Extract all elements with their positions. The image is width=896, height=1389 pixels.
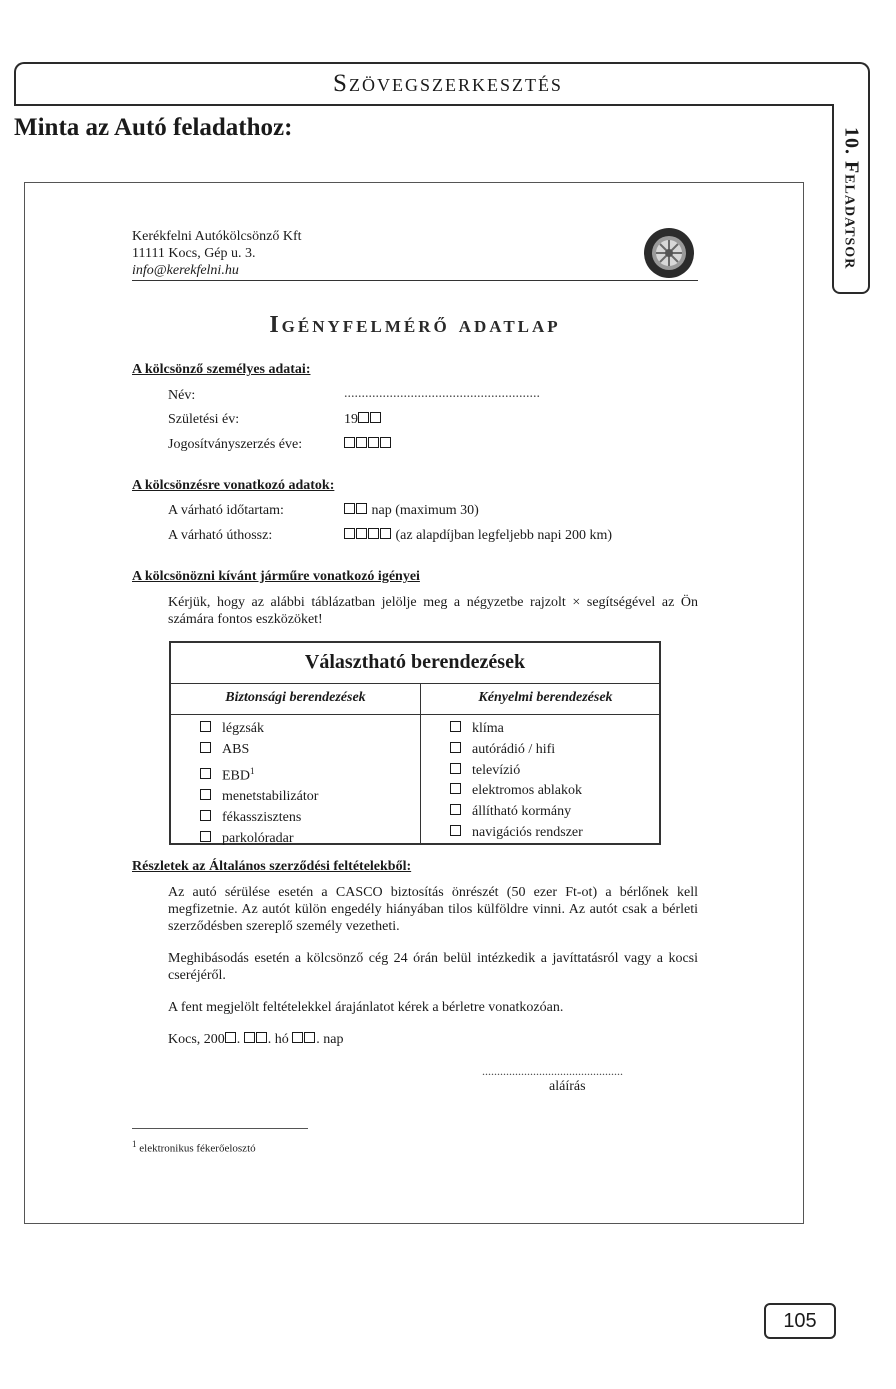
date-prefix: Kocs, 200 — [168, 1032, 225, 1047]
birth-year-label: Születési év: — [168, 412, 240, 427]
table-divider — [171, 683, 659, 684]
name-label: Név: — [168, 388, 196, 403]
letterhead-rule — [132, 280, 698, 281]
distance-label: A várható úthossz: — [168, 528, 273, 543]
terms-paragraph-1: Az autó sérülése esetén a CASCO biztosítás önrészét (50 ezer Ft-ot) a bérlőnek kell megfizetnie. Az autót külön engedély hiányában tilos külföldre vinni. Az autót csak a bérleti szerződésben szereplő személy vezetheti. — [168, 885, 698, 934]
duration-field[interactable] — [344, 503, 479, 519]
list-item[interactable]: autórádió / hifi — [450, 740, 583, 761]
checkbox[interactable] — [450, 825, 461, 836]
license-year-label: Jogosítványszerzés éve: — [168, 437, 303, 452]
checkbox[interactable] — [370, 412, 381, 423]
list-item[interactable]: fékasszisztens — [200, 808, 318, 829]
date-line[interactable]: Kocs, 200 . . hó . nap — [168, 1032, 344, 1047]
safety-list — [200, 719, 318, 849]
checkbox[interactable] — [344, 528, 355, 539]
footnote-mark: 1 — [132, 1139, 137, 1149]
table-divider — [171, 714, 659, 715]
date-month-label: hó — [274, 1032, 289, 1047]
checkbox[interactable] — [304, 1032, 315, 1043]
checkbox[interactable] — [344, 503, 355, 514]
form-title: Igényfelmérő adatlap — [269, 312, 561, 338]
checkbox[interactable] — [450, 804, 461, 815]
list-item[interactable]: elektromos ablakok — [450, 781, 583, 802]
checkbox[interactable] — [380, 437, 391, 448]
checkbox[interactable] — [358, 412, 369, 423]
list-item[interactable]: klíma — [450, 719, 583, 740]
checkbox[interactable] — [450, 721, 461, 732]
footnote-text: elektronikus fékerőelosztó — [139, 1142, 256, 1155]
comfort-list — [450, 719, 583, 844]
checkbox[interactable] — [244, 1032, 255, 1043]
section-vehicle-heading: A kölcsönözni kívánt járműre vonatkozó igényei — [132, 569, 420, 584]
terms-paragraph-2: Meghibásodás esetén a kölcsönző cég 24 órán belül intézkedik a javíttatásról vagy a kocsi cseréjéről. — [168, 951, 698, 983]
footnote-rule — [132, 1128, 308, 1129]
list-item[interactable]: állítható kormány — [450, 802, 583, 823]
checkbox[interactable] — [200, 810, 211, 821]
wheel-logo-icon — [642, 226, 696, 280]
checkbox[interactable] — [200, 831, 211, 842]
page-number: 105 — [764, 1303, 836, 1339]
checkbox[interactable] — [368, 528, 379, 539]
section-rental-heading: A kölcsönzésre vonatkozó adatok: — [132, 478, 335, 493]
birth-year-field[interactable] — [344, 412, 382, 428]
terms-paragraph-3: A fent megjelölt feltételekkel árajánlatot kérek a bérletre vonatkozóan. — [168, 1000, 564, 1015]
footnote — [132, 1139, 256, 1155]
checkbox[interactable] — [450, 783, 461, 794]
section-terms-heading: Részletek az Általános szerződési feltételekből: — [132, 859, 412, 874]
list-item[interactable]: televízió — [450, 761, 583, 782]
checkbox[interactable] — [225, 1032, 236, 1043]
checkbox[interactable] — [344, 437, 355, 448]
duration-label: A várható időtartam: — [168, 503, 284, 518]
checkbox[interactable] — [256, 1032, 267, 1043]
checkbox[interactable] — [368, 437, 379, 448]
company-block — [132, 228, 302, 279]
duration-note: nap (maximum 30) — [371, 503, 479, 518]
chapter-title: Szövegszerkesztés — [333, 70, 563, 97]
company-address: 11111 Kocs, Gép u. 3. — [132, 246, 256, 261]
checkbox[interactable] — [450, 742, 461, 753]
checkbox[interactable] — [356, 503, 367, 514]
checkbox[interactable] — [200, 721, 211, 732]
safety-column-header: Biztonsági berendezések — [225, 690, 366, 705]
side-tab-label: 10. Feladatsor — [840, 126, 863, 270]
checkbox[interactable] — [356, 437, 367, 448]
company-email: info@kerekfelni.hu — [132, 263, 239, 278]
distance-note: (az alapdíjban legfeljebb napi 200 km) — [395, 528, 613, 543]
checkbox[interactable] — [200, 789, 211, 800]
signature-label: aláírás — [549, 1079, 586, 1094]
birth-year-prefix: 19 — [344, 412, 358, 427]
list-item[interactable]: parkolóradar — [200, 829, 318, 850]
list-item[interactable]: navigációs rendszer — [450, 823, 583, 844]
signature-line[interactable]: ............................................... — [482, 1064, 623, 1078]
list-item[interactable]: menetstabilizátor — [200, 787, 318, 808]
name-field[interactable]: ........................................................ — [344, 386, 540, 401]
equipment-table — [169, 641, 661, 845]
list-item[interactable]: ABS — [200, 740, 318, 761]
section-personal-heading: A kölcsönző személyes adatai: — [132, 362, 311, 377]
comfort-column-header: Kényelmi berendezések — [478, 690, 613, 705]
sample-title: Minta az Autó feladathoz: — [14, 114, 293, 141]
footnote-ref: 1 — [250, 765, 255, 776]
instruction-text: Kérjük, hogy az alábbi táblázatban jelölje meg a négyzetbe rajzolt × segítségével az Ön számára fontos eszközöket! — [168, 595, 698, 627]
date-day-label: nap — [323, 1032, 344, 1047]
checkbox[interactable] — [200, 768, 211, 779]
checkbox[interactable] — [356, 528, 367, 539]
header-divider — [14, 104, 832, 106]
table-column-divider — [420, 683, 421, 843]
list-item[interactable]: EBD$^1$ — [200, 761, 318, 787]
checkbox[interactable] — [200, 742, 211, 753]
list-item[interactable]: légzsák — [200, 719, 318, 740]
checkbox[interactable] — [450, 763, 461, 774]
checkbox[interactable] — [380, 528, 391, 539]
license-year-field[interactable] — [344, 437, 392, 453]
equipment-table-title: Választható berendezések — [304, 651, 526, 673]
company-name: Kerékfelni Autókölcsönző Kft — [132, 229, 302, 244]
side-tab — [832, 104, 870, 294]
checkbox[interactable] — [292, 1032, 303, 1043]
distance-field[interactable] — [344, 528, 612, 544]
